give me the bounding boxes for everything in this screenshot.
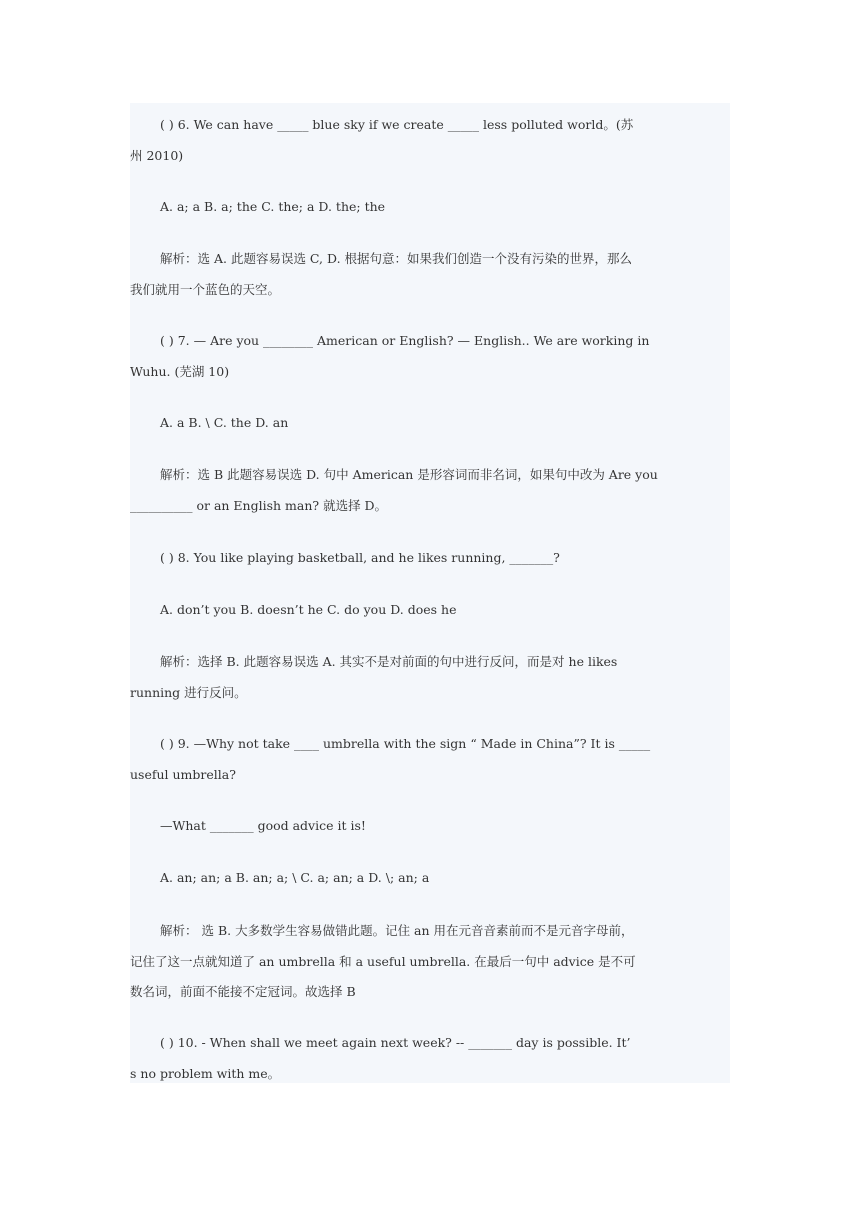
question-6-analysis [130, 244, 730, 305]
question-7-line-2: Wuhu. (芜湖 10) [130, 363, 230, 379]
question-7-analysis [130, 460, 730, 521]
question-9-analysis-line-2: 记住了这一点就知道了 an umbrella 和 a useful umbrella. 在最后一句中 advice 是不可 [130, 953, 636, 969]
document-page [130, 103, 730, 1083]
question-10-line-2: s no problem with me。 [130, 1065, 281, 1081]
question-6-line-2: 州 2010) [130, 147, 184, 163]
question-6-analysis-line-2: 我们就用一个蓝色的天空。 [130, 281, 281, 297]
question-8-analysis-line-1: 解析：选择 B. 此题容易误选 A. 其实不是对前面的句中进行反问，而是对 he likes [160, 654, 618, 669]
question-7-options [130, 408, 730, 439]
question-9-options [130, 863, 730, 894]
question-6-options [130, 192, 730, 223]
question-7-analysis-line-2: __________ or an English man? 就选择 D。 [130, 497, 388, 513]
question-6 [130, 110, 730, 171]
question-7 [130, 326, 730, 387]
question-7-options-text: A. a B. \ C. the D. an [160, 415, 289, 430]
question-9-reply [130, 811, 730, 842]
question-6-line-1: ( ) 6. We can have _____ blue sky if we create _____ less polluted world。(苏 [160, 117, 634, 132]
question-6-options-text: A. a; a B. a; the C. the; a D. the; the [160, 199, 386, 214]
question-10-line-1: ( ) 10. - When shall we meet again next week? -- _______ day is possible. It’ [160, 1035, 631, 1050]
question-8-analysis [130, 647, 730, 708]
question-9-analysis [130, 916, 730, 1008]
question-8-analysis-line-2: running 进行反问。 [130, 684, 247, 700]
question-7-line-1: ( ) 7. — Are you ________ American or English? — English.. We are working in [160, 333, 650, 348]
question-9-analysis-line-3: 数名词，前面不能接不定冠词。故选择 B [130, 984, 356, 999]
question-8-options-text: A. don’t you B. doesn’t he C. do you D. does he [160, 602, 457, 617]
question-7-analysis-line-1: 解析：选 B 此题容易误选 D. 句中 American 是形容词而非名词，如果句中改为 Are you [160, 467, 658, 482]
question-9-line-3: —What _______ good advice it is! [160, 818, 366, 833]
question-6-analysis-line-1: 解析：选 A. 此题容易误选 C, D. 根据句意：如果我们创造一个没有污染的世界，那么 [160, 251, 633, 266]
question-9-analysis-line-1: 解析： 选 B. 大多数学生容易做错此题。记住 an 用在元音音素前而不是元音字母前， [160, 923, 634, 938]
question-8 [130, 543, 730, 574]
question-9-line-2: useful umbrella? [130, 766, 236, 782]
question-10 [130, 1028, 730, 1083]
question-8-options [130, 595, 730, 626]
question-9-options-text: A. an; an; a B. an; a; \ C. a; an; a D. \; an; a [160, 870, 430, 885]
question-8-line-1: ( ) 8. You like playing basketball, and he likes running, _______? [160, 550, 560, 565]
question-9 [130, 729, 730, 790]
question-9-line-1: ( ) 9. —Why not take ____ umbrella with the sign “ Made in China”? It is _____ [160, 736, 651, 751]
